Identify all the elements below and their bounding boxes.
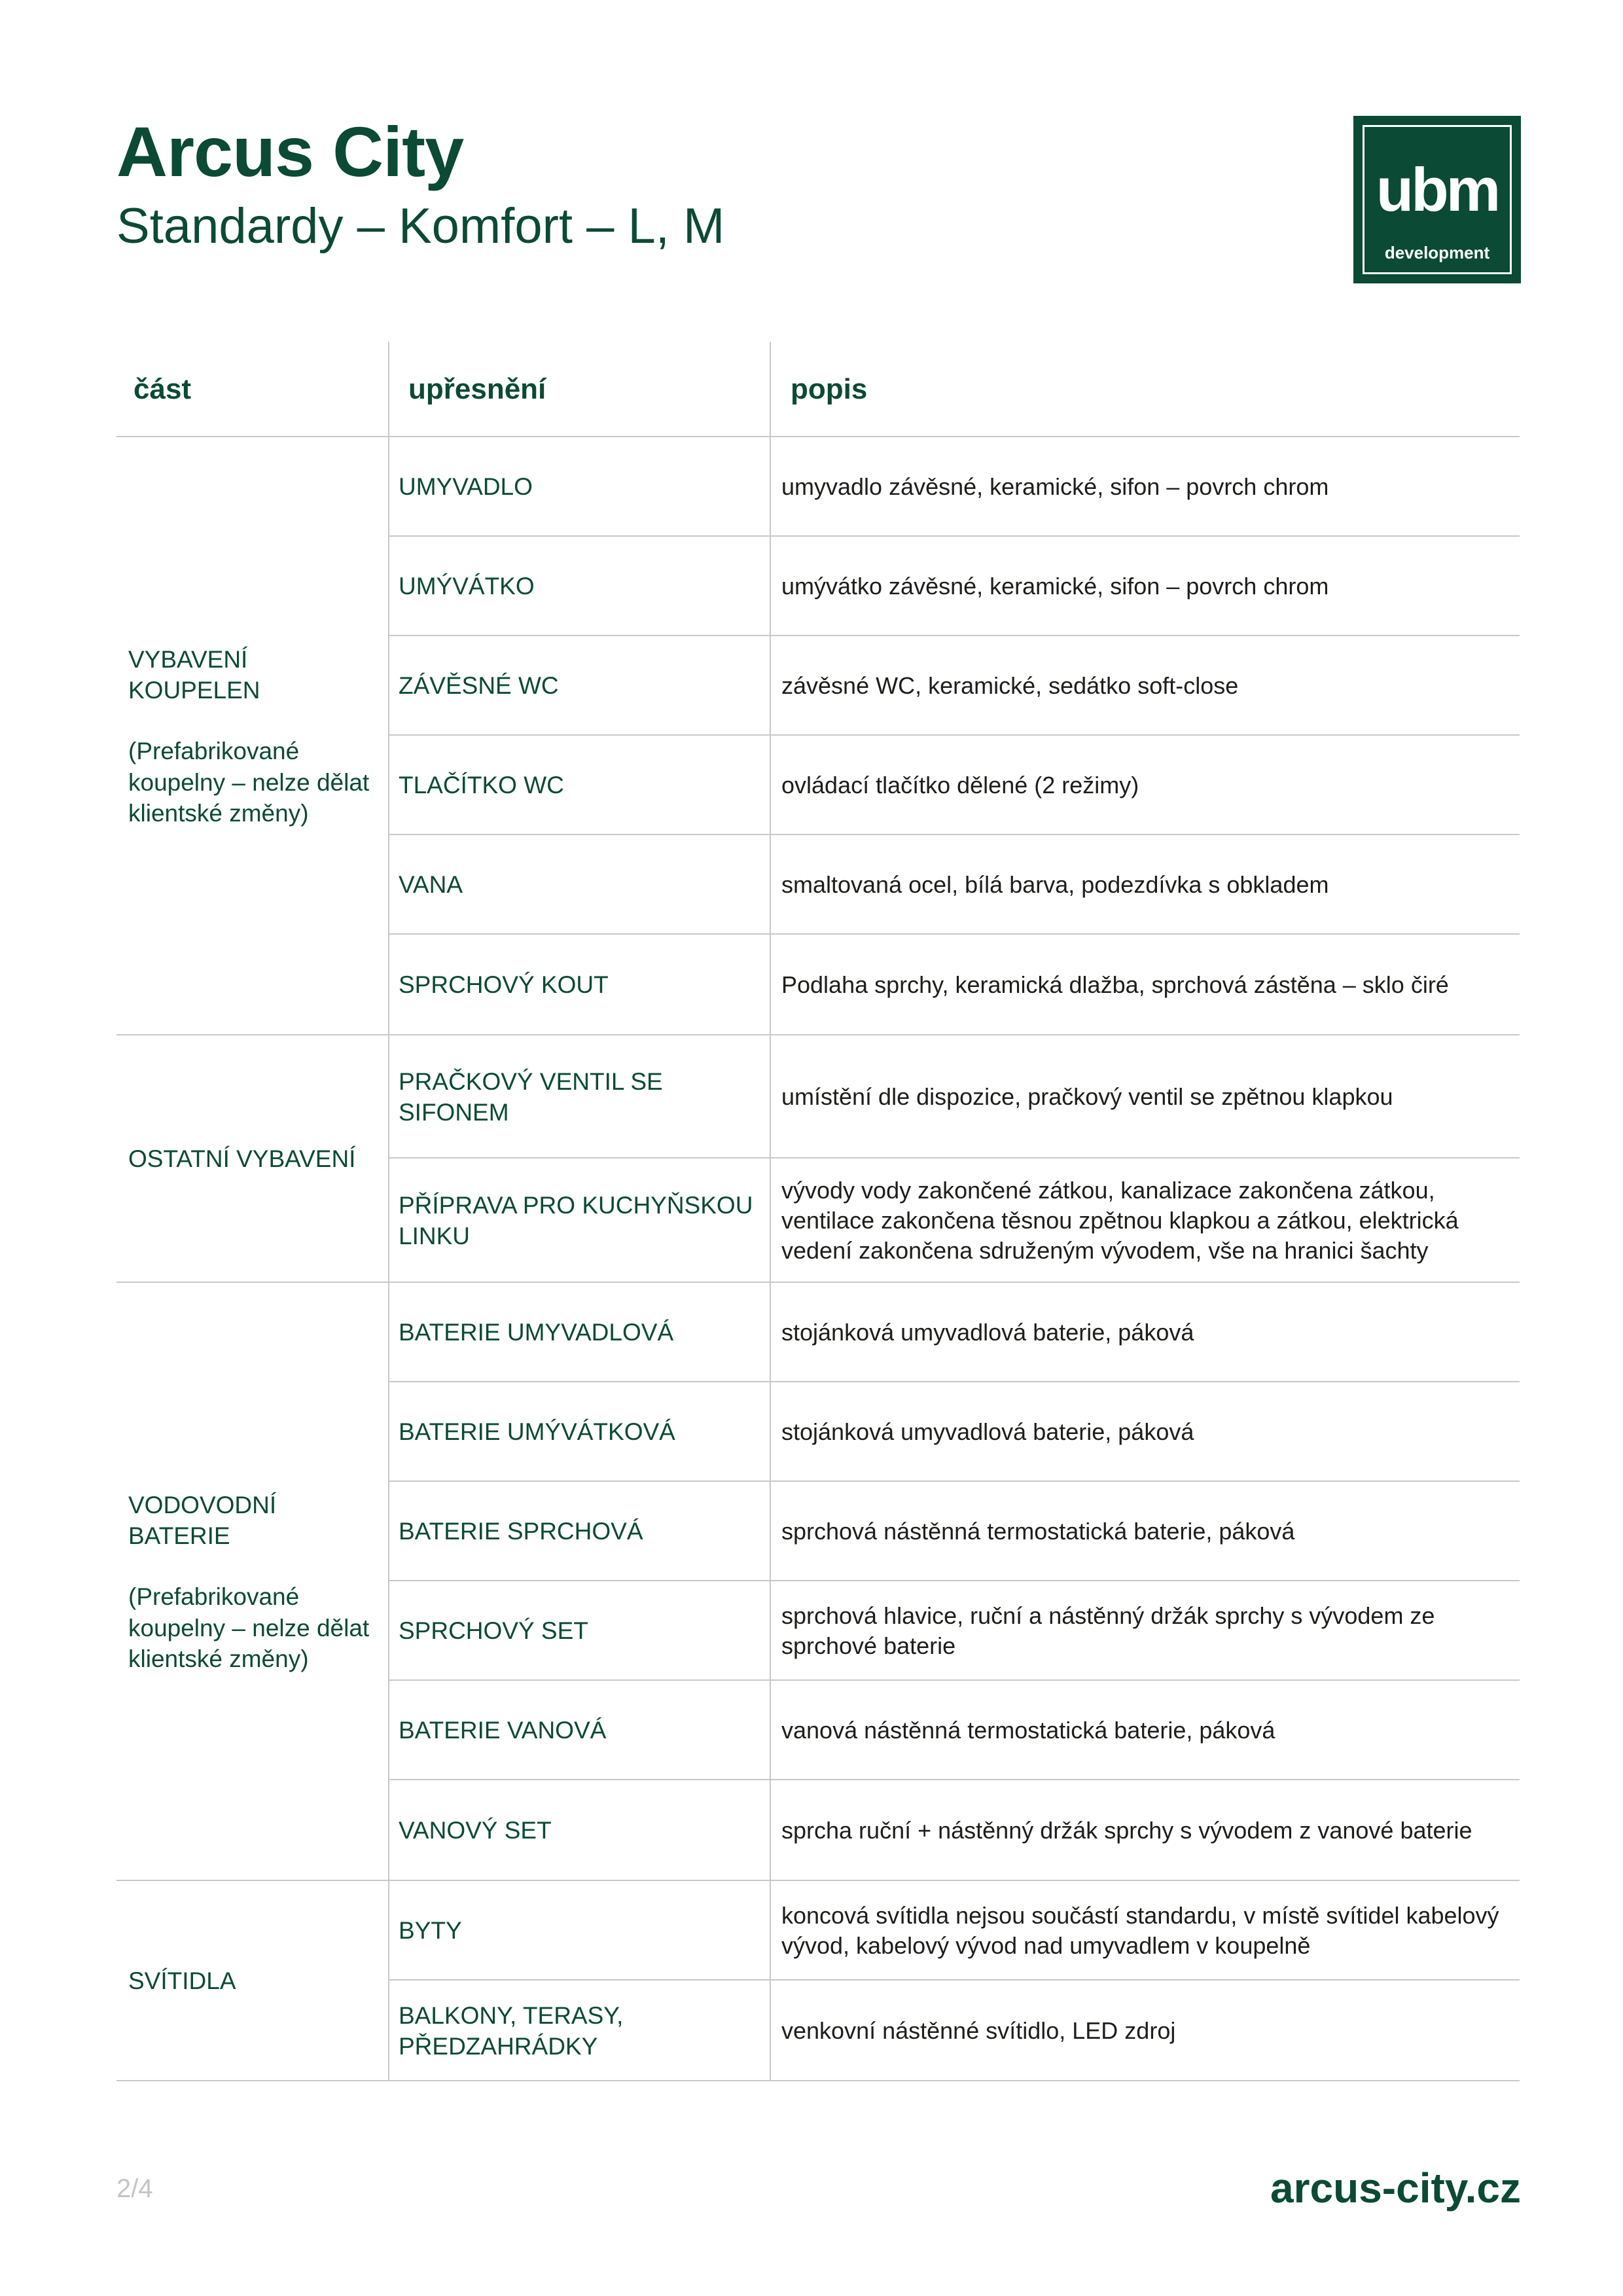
item-description-text: umyvadlo závěsné, keramické, sifon – povrch chrom bbox=[781, 473, 1329, 500]
item-description bbox=[770, 1283, 1520, 1382]
item-label bbox=[388, 1035, 770, 1158]
item-description-text: vanová nástěnná termostatická baterie, páková bbox=[781, 1716, 1275, 1744]
document-subtitle: Standardy – Komfort – L, M bbox=[116, 198, 725, 254]
item-label-text: BATERIE SPRCHOVÁ bbox=[399, 1518, 643, 1545]
item-description bbox=[770, 736, 1520, 835]
item-description bbox=[770, 437, 1520, 537]
item-description bbox=[770, 1035, 1520, 1158]
logo-subtext: development bbox=[1384, 243, 1490, 262]
section-label-wrap bbox=[128, 1143, 355, 1174]
item-label bbox=[388, 935, 770, 1035]
item-description bbox=[770, 935, 1520, 1035]
item-label-text: BATERIE UMYVADLOVÁ bbox=[399, 1319, 674, 1346]
section-name: VODOVODNÍ BATERIE bbox=[128, 1491, 277, 1549]
item-description-text: sprcha ruční + nástěnný držák sprchy s vývodem z vanové baterie bbox=[781, 1816, 1472, 1844]
item-label-text: ZÁVĚSNÉ WC bbox=[399, 672, 559, 700]
item-description bbox=[770, 1382, 1520, 1482]
section-label bbox=[116, 1283, 388, 1881]
item-label-text: SPRCHOVÝ SET bbox=[399, 1617, 588, 1645]
item-description-text: stojánková umyvadlová baterie, páková bbox=[781, 1318, 1194, 1346]
section-note: (Prefabrikované koupelny – nelze dělat klientské změny) bbox=[128, 738, 370, 827]
item-description-text: umístění dle dispozice, pračkový ventil se zpětnou klapkou bbox=[781, 1083, 1393, 1110]
item-label bbox=[388, 736, 770, 835]
item-description-text: smaltovaná ocel, bílá barva, podezdívka s obkladem bbox=[781, 870, 1329, 898]
item-label-text: BALKONY, TERASY, PŘEDZAHRÁDKY bbox=[399, 2001, 624, 2060]
item-description bbox=[770, 1681, 1520, 1780]
column-header-cast: část bbox=[134, 373, 192, 405]
item-label bbox=[388, 1780, 770, 1881]
item-label bbox=[388, 1482, 770, 1581]
item-label-text: TLAČÍTKO WC bbox=[399, 772, 564, 799]
item-label bbox=[388, 1881, 770, 1981]
item-label bbox=[388, 1581, 770, 1681]
section-label bbox=[116, 1035, 388, 1283]
item-description-text: stojánková umyvadlová baterie, páková bbox=[781, 1418, 1194, 1445]
item-label bbox=[388, 437, 770, 537]
item-description-text: sprchová nástěnná termostatická baterie, páková bbox=[781, 1517, 1295, 1545]
website-link[interactable]: arcus-city.cz bbox=[1270, 2164, 1521, 2212]
section-name: VYBAVENÍ KOUPELEN bbox=[128, 645, 260, 704]
item-label bbox=[388, 636, 770, 736]
item-label-text: SPRCHOVÝ KOUT bbox=[399, 971, 609, 999]
ubm-development-logo bbox=[1353, 116, 1521, 283]
item-description bbox=[770, 1581, 1520, 1681]
item-description bbox=[770, 1158, 1520, 1283]
item-description bbox=[770, 636, 1520, 736]
item-label-text: BATERIE UMÝVÁTKOVÁ bbox=[399, 1418, 675, 1446]
item-description-text: Podlaha sprchy, keramická dlažba, sprchová zástěna – sklo čiré bbox=[781, 971, 1449, 998]
column-header-upresneni: upřesnění bbox=[408, 373, 546, 405]
section-label-wrap bbox=[128, 1965, 236, 1996]
item-label bbox=[388, 537, 770, 636]
item-label bbox=[388, 1283, 770, 1382]
section-label-wrap bbox=[128, 644, 382, 829]
section-note: (Prefabrikované koupelny – nelze dělat klientské změny) bbox=[128, 1583, 370, 1673]
item-description-text: vývody vody zakončené zátkou, kanalizace zakončena zátkou, ventilace zakončena těsnou zpětnou klapkou a zátkou, elektrická vedení zakončena sdruženým vývodem, vše na hranici šachty bbox=[781, 1176, 1459, 1265]
item-description bbox=[770, 1482, 1520, 1581]
item-label-text: UMYVADLO bbox=[399, 473, 533, 501]
document-title: Arcus City bbox=[116, 112, 464, 191]
section-name: OSTATNÍ VYBAVENÍ bbox=[128, 1145, 356, 1173]
page-number: 2/4 bbox=[116, 2174, 153, 2203]
item-description-text: ovládací tlačítko dělené (2 režimy) bbox=[781, 771, 1139, 798]
column-divider bbox=[388, 342, 389, 2081]
item-label bbox=[388, 1382, 770, 1482]
item-label-text: UMÝVÁTKO bbox=[399, 573, 535, 600]
item-label bbox=[388, 835, 770, 935]
item-description bbox=[770, 537, 1520, 636]
section-name: SVÍTIDLA bbox=[128, 1967, 236, 1995]
item-label-text: BYTY bbox=[399, 1917, 462, 1945]
item-label-text: PRAČKOVÝ VENTIL SE SIFONEM bbox=[399, 1067, 663, 1126]
section-label bbox=[116, 1881, 388, 2081]
item-description bbox=[770, 1981, 1520, 2081]
item-description bbox=[770, 1780, 1520, 1881]
column-header-popis: popis bbox=[791, 373, 868, 405]
item-description-text: závěsné WC, keramické, sedátko soft-close bbox=[781, 672, 1239, 699]
item-label-text: VANA bbox=[399, 871, 463, 899]
item-description-text: venkovní nástěnné svítidlo, LED zdroj bbox=[781, 2017, 1176, 2044]
item-description bbox=[770, 1881, 1520, 1981]
logo-mark: ubm bbox=[1376, 155, 1499, 224]
item-description-text: sprchová hlavice, ruční a nástěnný držák sprchy s vývodem ze sprchové baterie bbox=[781, 1602, 1435, 1659]
section-label bbox=[116, 437, 388, 1035]
item-description-text: umývátko závěsné, keramické, sifon – povrch chrom bbox=[781, 572, 1329, 600]
item-description-text: koncová svítidla nejsou součástí standardu, v místě svítidel kabelový vývod, kabelový vývod nad umyvadlem v koupelně bbox=[781, 1901, 1499, 1959]
item-label bbox=[388, 1981, 770, 2081]
item-label bbox=[388, 1681, 770, 1780]
column-divider bbox=[770, 342, 771, 2081]
item-label-text: VANOVÝ SET bbox=[399, 1817, 552, 1844]
item-description bbox=[770, 835, 1520, 935]
section-label-wrap bbox=[128, 1490, 382, 1675]
item-label-text: PŘÍPRAVA PRO KUCHYŇSKOU LINKU bbox=[399, 1191, 753, 1249]
item-label bbox=[388, 1158, 770, 1283]
item-label-text: BATERIE VANOVÁ bbox=[399, 1717, 607, 1744]
